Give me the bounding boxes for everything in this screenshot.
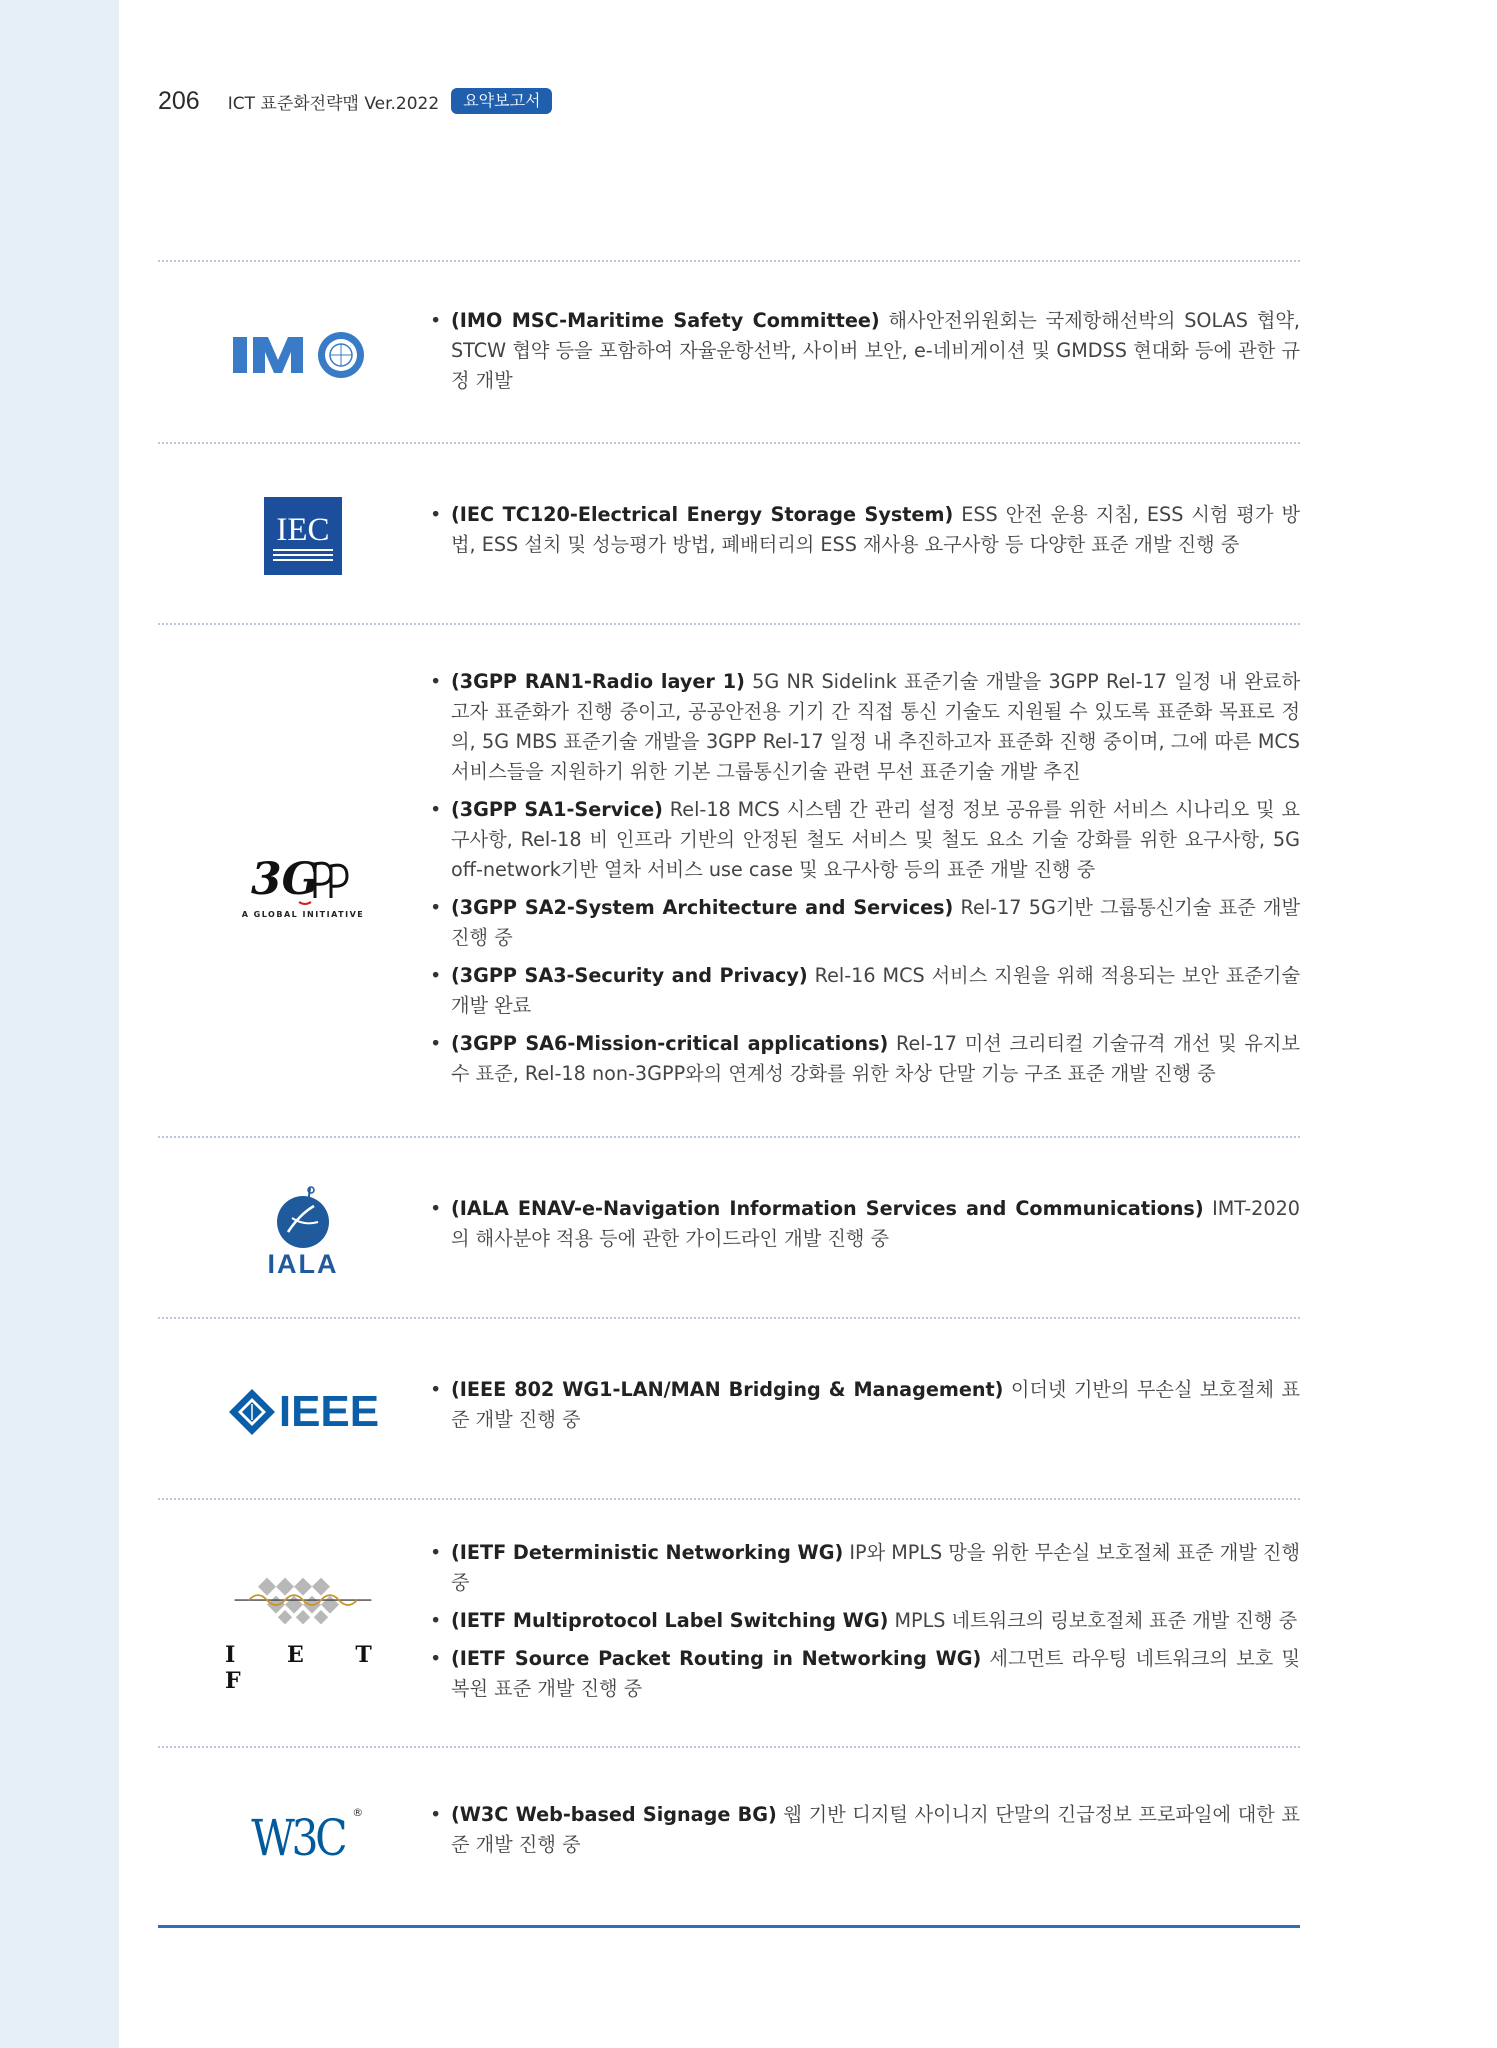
- w3c-wordmark: W3C: [250, 1809, 345, 1867]
- section-3gpp: [158, 663, 1300, 1103]
- ietf-logo: [203, 1574, 403, 1694]
- item-text: Rel-17 5G기반 그룹통신기술 표준 개발 진행 중: [451, 896, 1300, 949]
- divider: [158, 260, 1300, 262]
- iec-items: [428, 500, 1300, 568]
- imo-logo: [203, 320, 403, 390]
- 3gpp-items: [428, 667, 1300, 1097]
- item-text: Rel-16 MCS 서비스 지원을 위해 적용되는 보안 표준기술 개발 완료: [451, 964, 1300, 1017]
- imo-items: [428, 306, 1300, 404]
- registered-mark-icon: ®: [352, 1806, 364, 1819]
- ieee-diamond-mark: [227, 1387, 277, 1437]
- item-text: 이더넷 기반의 무손실 보호절체 표준 개발 진행 중: [451, 1378, 1300, 1431]
- list-item: [428, 1194, 1300, 1254]
- iec-logo: [203, 496, 403, 576]
- ietf-wordmark: I E T F: [225, 1642, 394, 1694]
- item-keyword: (IETF Deterministic Networking WG): [451, 1541, 844, 1564]
- item-keyword: (IMO MSC-Maritime Safety Committee): [451, 309, 880, 332]
- item-text: Rel-17 미션 크리티컬 기술규격 개선 및 유지보수 표준, Rel-18 non-3GPP와의 연계성 강화를 위한 차상 단말 기능 구조 표준 개발 진행 중: [451, 1032, 1300, 1085]
- item-keyword: (IEEE 802 WG1-LAN/MAN Bridging & Management): [451, 1378, 1004, 1401]
- list-item: [428, 1538, 1300, 1598]
- list-item: [428, 795, 1300, 885]
- list-item: [428, 961, 1300, 1021]
- divider: [158, 623, 1300, 625]
- item-keyword: (IEC TC120-Electrical Energy Storage System): [451, 503, 954, 526]
- item-keyword: (3GPP SA3-Security and Privacy): [451, 964, 808, 987]
- list-item: [428, 667, 1300, 787]
- 3gpp-logo: [203, 833, 403, 933]
- iala-wordmark: IALA: [267, 1249, 339, 1279]
- list-item: [428, 1606, 1300, 1636]
- item-text: IMT-2020의 해사분야 적용 등에 관한 가이드라인 개발 진행 중: [451, 1197, 1300, 1250]
- 3gpp-tagline: A GLOBAL INITIATIVE: [241, 909, 365, 919]
- section-ieee: [158, 1357, 1300, 1467]
- list-item: [428, 306, 1300, 396]
- ieee-items: [428, 1375, 1300, 1443]
- divider: [158, 1498, 1300, 1500]
- divider: [158, 1317, 1300, 1319]
- ietf-items: [428, 1538, 1300, 1712]
- item-text: 세그먼트 라우팅 네트워크의 보호 및 복원 표준 개발 진행 중: [451, 1647, 1300, 1700]
- list-item: [428, 1644, 1300, 1704]
- item-text: 5G NR Sidelink 표준기술 개발을 3GPP Rel-17 일정 내 완료하고자 표준화가 진행 중이고, 공공안전용 기기 간 직접 통신 기술도 지원될 수 있도록 표준화 목표로 정의, 5G MBS 표준기술 개발을 3GPP Rel-17 일정 내 추진하고자 표준화 진행 중이며, 그에 따른 MCS 서비스들을 지원하기 위한 기본 그룹통신기술 관련 무선 표준기술 개발 추진: [451, 670, 1300, 783]
- w3c-logo: [203, 1800, 403, 1876]
- page-number: 206: [158, 86, 200, 115]
- item-keyword: (3GPP SA6-Mission-critical applications): [451, 1032, 889, 1055]
- item-text: 웹 기반 디지털 사이니지 단말의 긴급정보 프로파일에 대한 표준 개발 진행 중: [451, 1803, 1300, 1856]
- item-keyword: (3GPP SA1-Service): [451, 798, 663, 821]
- section-imo: [158, 300, 1300, 410]
- ieee-logo: [203, 1377, 403, 1447]
- svg-text:IEC: IEC: [276, 512, 330, 548]
- w3c-items: [428, 1800, 1300, 1868]
- svg-text:3G: 3G: [251, 853, 320, 905]
- item-text: ESS 안전 운용 지침, ESS 시험 평가 방법, ESS 설치 및 성능평가 방법, 폐배터리의 ESS 재사용 요구사항 등 다양한 표준 개발 진행 중: [451, 503, 1300, 556]
- ietf-logo-mark: [223, 1574, 383, 1628]
- ieee-wordmark: IEEE: [278, 1387, 380, 1436]
- list-item: [428, 1800, 1300, 1860]
- iec-logo-mark: [264, 497, 342, 575]
- summary-badge: 요약보고서: [451, 88, 552, 114]
- list-item: [428, 1375, 1300, 1435]
- page-header: [158, 84, 552, 118]
- item-text: MPLS 네트워크의 링보호절체 표준 개발 진행 중: [888, 1609, 1298, 1632]
- item-keyword: (IALA ENAV-e-Navigation Information Services and Communications): [451, 1197, 1204, 1220]
- side-strip: [0, 0, 119, 2048]
- item-text: Rel-18 MCS 시스템 간 관리 설정 정보 공유를 위한 서비스 시나리오 및 요구사항, Rel-18 비 인프라 기반의 안정된 철도 서비스 및 철도 요소 기술 강화를 위한 요구사항, 5G off-network기반 열차 서비스 use case 및 요구사항 등의 표준 개발 진행 중: [451, 798, 1300, 881]
- bottom-rule: [158, 1925, 1300, 1928]
- iala-logo-mark: [268, 1184, 338, 1250]
- divider: [158, 1136, 1300, 1138]
- section-iala: [158, 1176, 1300, 1286]
- divider: [158, 442, 1300, 444]
- section-iec: [158, 482, 1300, 592]
- iala-items: [428, 1194, 1300, 1262]
- section-ietf: [158, 1538, 1300, 1718]
- item-keyword: (3GPP SA2-System Architecture and Services): [451, 896, 954, 919]
- list-item: [428, 500, 1300, 560]
- section-w3c: [158, 1786, 1300, 1896]
- doc-title: ICT 표준화전략맵 Ver.2022: [227, 93, 440, 114]
- list-item: [428, 1029, 1300, 1089]
- 3gpp-logo-mark: [243, 848, 363, 908]
- item-text: IP와 MPLS 망을 위한 무손실 보호절체 표준 개발 진행 중: [451, 1541, 1300, 1594]
- iala-logo: [203, 1176, 403, 1286]
- item-keyword: (W3C Web-based Signage BG): [451, 1803, 777, 1826]
- item-keyword: (IETF Source Packet Routing in Networking WG): [451, 1647, 982, 1670]
- item-keyword: (IETF Multiprotocol Label Switching WG): [451, 1609, 889, 1632]
- list-item: [428, 893, 1300, 953]
- item-text: 해사안전위원회는 국제항해선박의 SOLAS 협약, STCW 협약 등을 포함하여 자율운항선박, 사이버 보안, e-네비게이션 및 GMDSS 현대화 등에 관한 규정 개발: [451, 309, 1301, 392]
- imo-logo-mark: [233, 330, 373, 380]
- divider: [158, 1746, 1300, 1748]
- item-keyword: (3GPP RAN1-Radio layer 1): [451, 670, 745, 693]
